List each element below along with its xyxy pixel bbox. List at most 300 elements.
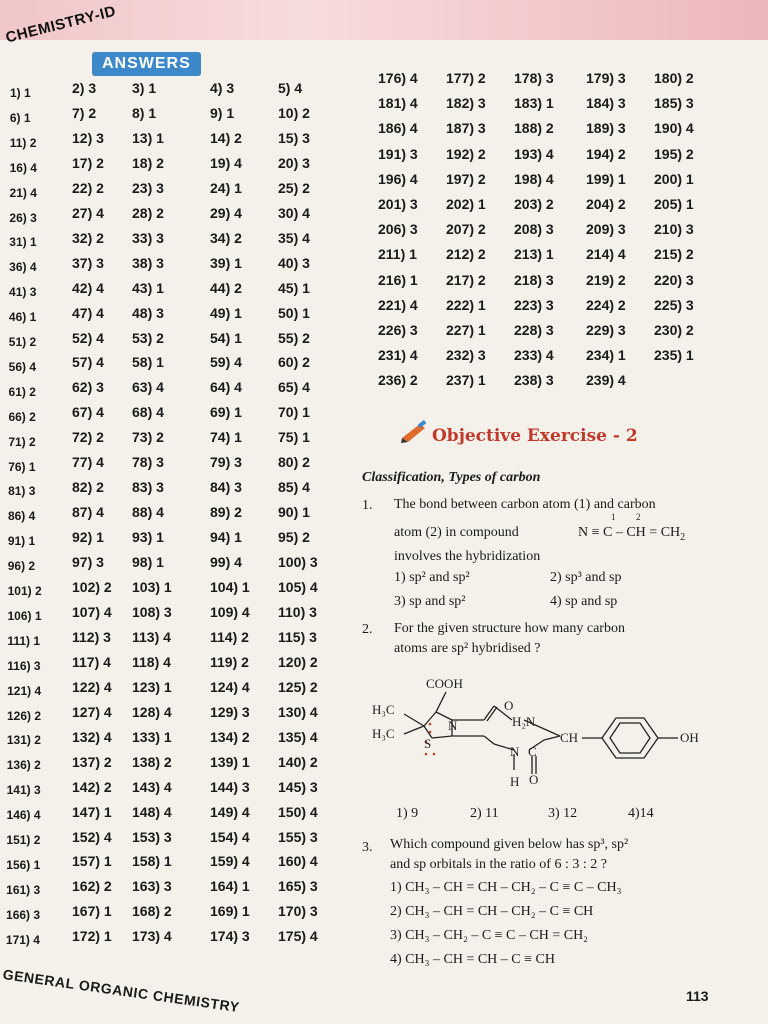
answer-cell: 132) 4 xyxy=(72,728,112,745)
answer-cell: 217) 2 xyxy=(446,271,486,288)
answer-cell: 168) 2 xyxy=(132,903,172,920)
answer-cell: 111) 1 xyxy=(7,633,41,648)
answer-cell: 178) 3 xyxy=(514,70,554,86)
answer-cell: 221) 4 xyxy=(378,296,418,313)
answer-cell: 126) 2 xyxy=(7,708,42,723)
answer-row xyxy=(0,903,340,930)
answer-cell: 134) 2 xyxy=(210,728,250,745)
answer-row xyxy=(0,778,340,805)
answer-cell: 110) 3 xyxy=(278,603,317,620)
s-cooh: COOH xyxy=(426,676,463,691)
answer-cell: 177) 2 xyxy=(446,70,486,86)
answer-cell: 36) 4 xyxy=(9,260,37,275)
answer-cell: 224) 2 xyxy=(586,296,626,313)
answer-cell: 87) 4 xyxy=(72,504,104,521)
q3-option4: 4) CH₃ – CH = CH – C ≡ CH xyxy=(390,952,555,967)
answer-cell: 11) 2 xyxy=(9,135,37,150)
answer-cell: 117) 4 xyxy=(72,653,111,670)
answer-cell: 192) 2 xyxy=(446,145,486,162)
q2-option1: 1) 9 xyxy=(396,806,419,821)
answer-cell: 210) 3 xyxy=(654,221,694,238)
answer-row xyxy=(0,828,340,855)
answer-cell: 212) 2 xyxy=(446,246,486,263)
answer-cell: 59) 4 xyxy=(210,354,242,371)
answer-cell: 187) 3 xyxy=(446,120,486,137)
answer-key-left xyxy=(0,80,340,966)
answer-cell: 158) 1 xyxy=(132,853,172,870)
answer-cell: 225) 3 xyxy=(654,296,694,313)
q3-line2: and sp orbitals in the ratio of 6 : 3 : 2 ? xyxy=(390,857,607,872)
answer-cell: 17) 2 xyxy=(72,154,104,171)
answer-cell: 226) 3 xyxy=(378,321,418,338)
answer-cell: 121) 4 xyxy=(7,683,42,698)
answer-cell: 149) 4 xyxy=(210,803,250,820)
pencil-icon xyxy=(400,420,428,444)
answer-cell: 72) 2 xyxy=(72,429,104,446)
answer-cell: 139) 1 xyxy=(210,753,250,770)
answer-cell: 30) 4 xyxy=(278,204,310,221)
answer-row xyxy=(0,753,340,780)
answer-cell: 45) 1 xyxy=(278,279,310,296)
answer-cell: 62) 3 xyxy=(72,379,104,396)
answer-cell: 138) 2 xyxy=(132,753,172,770)
answer-cell: 120) 2 xyxy=(278,653,318,670)
answer-cell: 61) 2 xyxy=(8,384,36,399)
answer-row xyxy=(372,146,712,171)
answer-cell: 195) 2 xyxy=(654,145,694,162)
answer-cell: 32) 2 xyxy=(72,229,104,246)
answer-row xyxy=(372,171,712,196)
answer-cell: 6) 1 xyxy=(9,110,31,125)
answer-cell: 82) 2 xyxy=(72,479,104,496)
answer-row xyxy=(372,196,712,221)
answer-row xyxy=(372,322,712,347)
answer-cell: 239) 4 xyxy=(586,372,626,389)
q2-line1: For the given structure how many carbon xyxy=(394,621,625,636)
answer-cell: 21) 4 xyxy=(9,185,37,200)
answer-cell: 115) 3 xyxy=(278,628,317,645)
answer-cell: 8) 1 xyxy=(132,104,157,121)
answer-row xyxy=(372,70,712,95)
answer-cell: 46) 1 xyxy=(8,310,37,325)
exercise-title: Objective Exercise - 2 xyxy=(432,426,638,446)
q1-option3: 3) sp and sp² xyxy=(394,594,466,609)
answer-cell: 174) 3 xyxy=(210,928,250,945)
answer-cell: 208) 3 xyxy=(514,221,554,238)
answer-row xyxy=(0,504,340,531)
answer-cell: 128) 4 xyxy=(132,703,172,720)
penicillin-structure-diagram xyxy=(364,676,724,796)
answer-cell: 162) 2 xyxy=(72,878,112,895)
answer-cell: 28) 2 xyxy=(132,204,164,221)
answer-cell: 206) 3 xyxy=(378,221,418,238)
answer-cell: 166) 3 xyxy=(6,907,41,922)
answer-cell: 141) 3 xyxy=(6,783,41,798)
answer-cell: 78) 3 xyxy=(132,454,164,471)
answer-cell: 102) 2 xyxy=(72,579,112,595)
q2-line2: atoms are sp² hybridised ? xyxy=(394,641,541,656)
answer-cell: 94) 1 xyxy=(210,529,242,546)
answer-cell: 56) 4 xyxy=(8,359,37,374)
answer-cell: 236) 2 xyxy=(378,372,418,389)
answer-cell: 81) 3 xyxy=(8,484,36,499)
answer-cell: 213) 1 xyxy=(514,246,554,263)
answer-cell: 54) 1 xyxy=(210,329,242,346)
answer-row xyxy=(0,678,340,706)
answer-row xyxy=(0,603,340,631)
answer-cell: 104) 1 xyxy=(210,579,250,595)
answer-cell: 170) 3 xyxy=(278,903,318,920)
answer-cell: 184) 3 xyxy=(586,95,626,112)
answer-cell: 58) 1 xyxy=(132,354,164,371)
answer-cell: 26) 3 xyxy=(9,210,37,225)
answer-cell: 191) 3 xyxy=(378,145,418,162)
answer-cell: 68) 4 xyxy=(132,404,164,421)
answer-cell: 211) 1 xyxy=(378,246,417,263)
answer-cell: 18) 2 xyxy=(132,154,164,171)
answer-row xyxy=(0,454,340,482)
answer-cell: 3) 1 xyxy=(132,80,157,96)
answer-cell: 215) 2 xyxy=(654,246,694,263)
answer-cell: 74) 1 xyxy=(210,429,242,446)
q1-line2: atom (2) in compound xyxy=(394,525,519,540)
q1-line3: involves the hybridization xyxy=(394,549,541,564)
answer-cell: 205) 1 xyxy=(654,195,694,212)
s-h3c-bottom: H₃C xyxy=(372,726,395,741)
answer-row xyxy=(0,728,340,755)
answer-row xyxy=(0,803,340,830)
answer-cell: 38) 3 xyxy=(132,254,164,271)
s-nitrogen-2: N xyxy=(510,744,520,759)
answer-cell: 145) 3 xyxy=(278,778,318,795)
answer-cell: 207) 2 xyxy=(446,221,486,238)
answer-cell: 42) 4 xyxy=(72,279,104,296)
answer-cell: 29) 4 xyxy=(210,204,242,221)
answer-cell: 31) 1 xyxy=(9,235,37,250)
answer-cell: 156) 1 xyxy=(6,857,41,872)
answer-cell: 229) 3 xyxy=(586,321,626,338)
s-oxygen-bottom: O xyxy=(529,772,539,787)
answer-cell: 171) 4 xyxy=(5,932,40,947)
answer-cell: 75) 1 xyxy=(278,429,310,446)
answer-cell: 146) 4 xyxy=(6,808,41,823)
answer-cell: 43) 1 xyxy=(132,279,164,296)
answer-row xyxy=(372,246,712,271)
answer-cell: 164) 1 xyxy=(210,878,250,895)
answer-cell: 119) 2 xyxy=(210,653,249,670)
answer-cell: 209) 3 xyxy=(586,221,626,238)
answer-cell: 118) 4 xyxy=(132,653,171,670)
answer-cell: 159) 4 xyxy=(210,853,250,870)
answer-cell: 91) 1 xyxy=(7,534,36,549)
answer-cell: 161) 3 xyxy=(6,882,41,897)
answer-cell: 234) 1 xyxy=(586,347,626,364)
answer-cell: 140) 2 xyxy=(278,753,318,770)
answer-cell: 84) 3 xyxy=(210,479,242,496)
answer-cell: 7) 2 xyxy=(72,104,97,121)
answer-cell: 237) 1 xyxy=(446,372,486,389)
answer-cell: 198) 4 xyxy=(514,170,554,187)
answer-cell: 44) 2 xyxy=(210,279,242,296)
answer-cell: 203) 2 xyxy=(514,195,554,212)
s-sulfur: S xyxy=(424,736,432,751)
s-h3c-top: H₃C xyxy=(372,702,395,717)
answer-cell: 147) 1 xyxy=(72,803,112,820)
answer-cell: 14) 2 xyxy=(210,129,242,146)
answer-cell: 53) 2 xyxy=(132,329,164,346)
answer-cell: 16) 4 xyxy=(9,160,37,175)
answer-cell: 37) 3 xyxy=(72,254,104,271)
answer-cell: 48) 3 xyxy=(132,304,164,321)
answer-cell: 71) 2 xyxy=(8,434,36,449)
answer-cell: 107) 4 xyxy=(72,603,112,620)
answer-cell: 238) 3 xyxy=(514,372,554,389)
q1-option2: 2) sp³ and sp xyxy=(550,570,622,585)
q3-option3: 3) CH₃ – CH₂ – C ≡ C – CH = CH₂ xyxy=(390,928,589,943)
answer-cell: 25) 2 xyxy=(278,179,310,196)
answer-cell: 9) 1 xyxy=(210,104,235,121)
q1-formula: N ≡ C – CH = $CH_2$ xyxy=(578,525,686,543)
answer-cell: 19) 4 xyxy=(210,154,242,171)
answer-cell: 4) 3 xyxy=(210,80,235,96)
answer-cell: 223) 3 xyxy=(514,296,554,313)
answer-cell: 231) 4 xyxy=(378,347,418,364)
answer-cell: 41) 3 xyxy=(9,285,37,300)
answer-cell: 216) 1 xyxy=(378,271,418,288)
q3-number: 3. xyxy=(362,840,373,855)
answer-cell: 179) 3 xyxy=(586,70,626,86)
answer-row xyxy=(372,347,712,372)
answer-cell: 160) 4 xyxy=(278,853,318,870)
answer-cell: 193) 4 xyxy=(514,145,554,162)
answer-cell: 70) 1 xyxy=(278,404,310,421)
s-ch: CH xyxy=(560,730,579,745)
answer-cell: 181) 4 xyxy=(378,95,418,112)
s-oxygen-top: O xyxy=(504,698,514,713)
answer-cell: 182) 3 xyxy=(446,95,486,112)
answer-cell: 50) 1 xyxy=(278,304,310,321)
answer-cell: 133) 1 xyxy=(132,728,172,745)
answer-cell: 228) 3 xyxy=(514,321,554,338)
answer-cell: 109) 4 xyxy=(210,603,250,620)
answer-cell: 183) 1 xyxy=(514,95,554,112)
q2-option3: 3) 12 xyxy=(548,806,578,821)
answer-cell: 190) 4 xyxy=(654,120,694,137)
answer-cell: 189) 3 xyxy=(586,120,626,137)
answer-cell: 112) 3 xyxy=(72,628,111,645)
answer-cell: 89) 2 xyxy=(210,504,242,521)
answer-row xyxy=(372,221,712,246)
answer-cell: 232) 3 xyxy=(446,347,486,364)
s-oh: OH xyxy=(680,730,699,745)
answer-cell: 113) 4 xyxy=(132,628,171,645)
answer-cell: 24) 1 xyxy=(210,179,242,196)
answer-cell: 194) 2 xyxy=(586,145,626,162)
answer-cell: 99) 4 xyxy=(210,554,242,571)
q1-label1: 1 xyxy=(611,512,616,522)
q3-option2: 2) CH₃ – CH = CH – CH₂ – C ≡ CH xyxy=(390,904,594,919)
answer-cell: 197) 2 xyxy=(446,170,486,187)
answer-cell: 218) 3 xyxy=(514,271,554,288)
s-nitrogen: N xyxy=(448,718,458,733)
answer-row xyxy=(0,579,340,606)
answer-cell: 97) 3 xyxy=(72,554,104,571)
answer-cell: 23) 3 xyxy=(132,179,164,196)
answer-cell: 214) 4 xyxy=(586,246,626,263)
answer-cell: 202) 1 xyxy=(446,195,486,212)
answer-cell: 188) 2 xyxy=(514,120,554,137)
answer-cell: 131) 2 xyxy=(6,733,41,748)
answer-cell: 130) 4 xyxy=(278,703,318,720)
answer-cell: 122) 4 xyxy=(72,678,112,695)
answer-row xyxy=(372,95,712,120)
answer-cell: 235) 1 xyxy=(654,347,694,364)
answer-cell: 47) 4 xyxy=(72,304,104,321)
answer-cell: 124) 4 xyxy=(210,678,250,695)
answer-cell: 64) 4 xyxy=(210,379,242,396)
answer-cell: 106) 1 xyxy=(7,608,42,623)
answer-row xyxy=(0,628,340,656)
answer-row xyxy=(372,372,712,397)
answer-cell: 79) 3 xyxy=(210,454,242,471)
answer-cell: 22) 2 xyxy=(72,179,104,196)
top-decorative-band xyxy=(0,0,768,40)
answer-cell: 154) 4 xyxy=(210,828,250,845)
brand-label: CHEMISTRY-ID xyxy=(4,2,118,47)
answer-cell: 167) 1 xyxy=(72,903,112,920)
q1-option4: 4) sp and sp xyxy=(550,594,618,609)
answer-cell: 77) 4 xyxy=(72,454,104,471)
answer-cell: 176) 4 xyxy=(378,70,418,86)
answer-row xyxy=(0,928,340,955)
answer-cell: 173) 4 xyxy=(132,928,172,945)
q2-option4: 4)14 xyxy=(628,806,654,821)
answer-row xyxy=(0,853,340,880)
answer-cell: 136) 2 xyxy=(6,758,41,773)
answer-cell: 123) 1 xyxy=(132,678,172,695)
section-heading: Classification, Types of carbon xyxy=(362,470,541,485)
answer-cell: 152) 4 xyxy=(72,828,112,845)
answer-cell: 80) 2 xyxy=(278,454,310,471)
answer-cell: 12) 3 xyxy=(72,129,104,146)
answer-row xyxy=(0,653,340,681)
answer-cell: 230) 2 xyxy=(654,321,694,338)
answer-key-right xyxy=(372,70,712,397)
q1-label2: 2 xyxy=(636,512,641,522)
answer-cell: 20) 3 xyxy=(278,154,310,171)
answer-cell: 65) 4 xyxy=(278,379,310,396)
answer-cell: 185) 3 xyxy=(654,95,694,112)
answer-row xyxy=(0,529,340,556)
answer-cell: 76) 1 xyxy=(8,459,36,474)
answer-cell: 34) 2 xyxy=(210,229,242,246)
answer-cell: 39) 1 xyxy=(210,254,242,271)
answer-cell: 5) 4 xyxy=(278,80,303,96)
answer-cell: 219) 2 xyxy=(586,271,626,288)
answer-cell: 143) 4 xyxy=(132,778,172,795)
answer-cell: 83) 3 xyxy=(132,479,164,496)
answer-cell: 204) 2 xyxy=(586,195,626,212)
q3-option1: 1) CH₃ – CH = CH – CH₂ – C ≡ C – CH₃ xyxy=(390,880,622,895)
answer-cell: 69) 1 xyxy=(210,404,242,421)
answer-cell: 222) 1 xyxy=(446,296,486,313)
answer-cell: 127) 4 xyxy=(72,703,112,720)
answer-cell: 98) 1 xyxy=(132,554,164,571)
answer-cell: 95) 2 xyxy=(278,529,310,546)
s-h2n: H₂N xyxy=(512,714,536,729)
page-number: 113 xyxy=(686,988,709,1004)
q1-option1: 1) sp² and sp² xyxy=(394,570,470,585)
answer-cell: 2) 3 xyxy=(72,80,97,96)
answer-cell: 33) 3 xyxy=(132,229,164,246)
answer-cell: 51) 2 xyxy=(8,335,37,349)
answer-cell: 93) 1 xyxy=(132,529,164,546)
answer-row xyxy=(372,297,712,322)
answer-cell: 60) 2 xyxy=(278,354,310,371)
answer-cell: 200) 1 xyxy=(654,170,694,187)
answer-cell: 153) 3 xyxy=(132,828,172,845)
answer-cell: 15) 3 xyxy=(278,129,310,146)
answer-cell: 92) 1 xyxy=(72,529,104,546)
answer-cell: 108) 3 xyxy=(132,603,172,620)
answer-cell: 40) 3 xyxy=(278,254,310,271)
answer-cell: 199) 1 xyxy=(586,170,626,187)
answer-cell: 150) 4 xyxy=(278,803,318,820)
answer-cell: 163) 3 xyxy=(132,878,172,895)
answer-cell: 233) 4 xyxy=(514,347,554,364)
answer-cell: 57) 4 xyxy=(72,354,104,371)
q1-number: 1. xyxy=(362,498,373,513)
answer-row xyxy=(372,272,712,297)
answer-cell: 125) 2 xyxy=(278,678,318,695)
answer-cell: 52) 4 xyxy=(72,329,104,346)
answer-cell: 135) 4 xyxy=(278,728,318,745)
answer-cell: 137) 2 xyxy=(72,753,112,770)
s-hydrogen: H xyxy=(510,774,520,789)
answer-cell: 169) 1 xyxy=(210,903,250,920)
answer-cell: 148) 4 xyxy=(132,803,172,820)
answer-cell: 88) 4 xyxy=(132,504,164,521)
q2-option2: 2) 11 xyxy=(470,806,499,821)
answer-cell: 27) 4 xyxy=(72,204,104,221)
answer-cell: 144) 3 xyxy=(210,778,250,795)
answer-row xyxy=(0,703,340,731)
answer-cell: 142) 2 xyxy=(72,778,112,795)
answer-cell: 13) 1 xyxy=(132,129,164,146)
answer-cell: 103) 1 xyxy=(132,579,172,595)
answer-cell: 63) 4 xyxy=(132,379,164,396)
answer-row xyxy=(0,554,340,581)
answer-cell: 201) 3 xyxy=(378,195,418,212)
q3-line1: Which compound given below has sp³, sp² xyxy=(390,837,629,852)
s-carbon: C xyxy=(528,744,537,759)
answer-cell: 35) 4 xyxy=(278,229,310,246)
q2-number: 2. xyxy=(362,622,373,637)
answer-cell: 129) 3 xyxy=(210,703,250,720)
answer-cell: 227) 1 xyxy=(446,321,486,338)
answer-cell: 85) 4 xyxy=(278,479,310,496)
answer-row xyxy=(372,120,712,145)
q1-line1: The bond between carbon atom (1) and carbon xyxy=(394,497,656,512)
answer-cell: 55) 2 xyxy=(278,329,310,346)
answer-cell: 1) 1 xyxy=(10,86,31,100)
answer-cell: 100) 3 xyxy=(278,554,318,571)
answer-cell: 10) 2 xyxy=(278,104,310,121)
answer-cell: 66) 2 xyxy=(8,409,36,424)
answer-cell: 151) 2 xyxy=(6,833,41,847)
answer-cell: 90) 1 xyxy=(278,504,310,521)
answer-cell: 105) 4 xyxy=(278,579,318,595)
